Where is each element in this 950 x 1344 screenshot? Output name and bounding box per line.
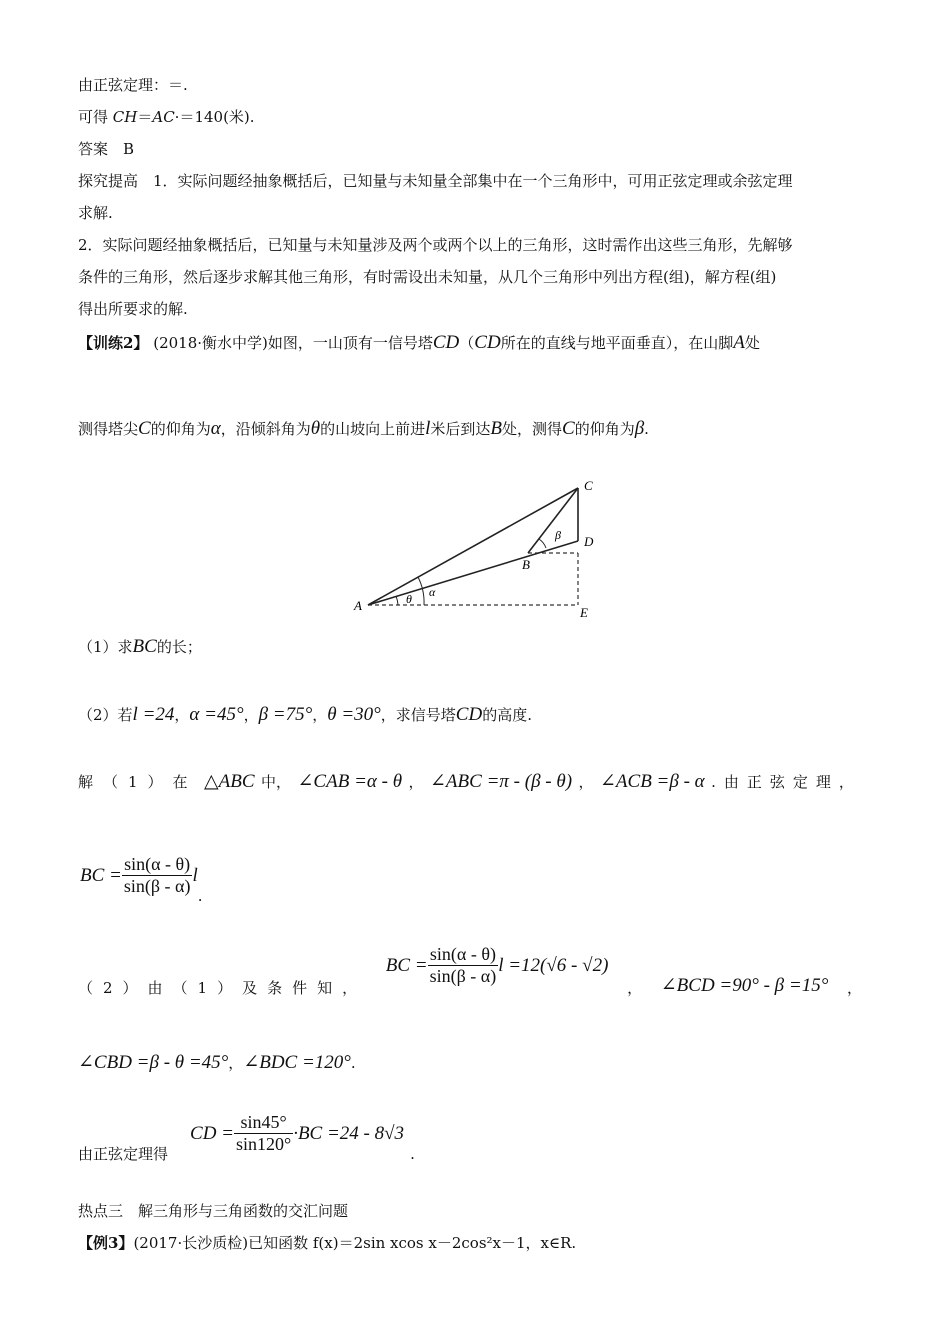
question-1: （1）求BC的长； [78,636,202,657]
text-line: 条件的三角形，然后逐步求解其他三角形，有时需设出未知量，从几个三角形中列出方程(组)，解方程(组) [78,268,777,286]
solution-4: 由正弦定理得 CD = $\frac{\sin 45^\circ}{\sin 120^\circ}$ ·BC =24 - 8√3 . [78,1112,415,1163]
var: CD [474,332,501,353]
text-line: 求解. [78,204,113,222]
text: 处 [744,334,760,352]
text: 所在的直线与地平面垂直），在山脚 [500,334,734,352]
angle-alpha-arc [418,577,424,605]
var: CD [432,332,460,353]
var: A [733,332,745,353]
label-beta: β [555,528,561,542]
text: （ [459,334,475,352]
var: CH [112,108,138,126]
label-C: C [584,478,593,493]
text-line: 由正弦定理：＝. [78,76,188,94]
geometry-figure [350,476,600,618]
fraction: $\frac{\sin(\alpha - \theta)}{\sin(\beta - \alpha)}$ [123,854,191,896]
question-2: （2）若l =24，α =45°，β =75°，θ =30°，求信号塔CD的高度. [78,704,532,725]
text-line: 2．实际问题经抽象概括后，已知量与未知量涉及两个或两个以上的三角形，这时需作出这些三角形，先解够 [78,236,793,254]
text: ＝ [137,108,153,126]
label-B: B [522,557,530,572]
label-A: A [354,598,362,613]
section-heading: 热点三 解三角形与三角函数的交汇问题 [78,1202,349,1220]
text: (2018·衡水中学)如图，一山顶有一信号塔 [153,334,433,352]
solution-1: 解（1）在 △ABC 中， ∠CAB =α - θ ， ∠ABC =π - (β - θ) ， ∠ACB =β - α .由正弦定理， [78,771,862,792]
label-theta: θ [406,592,412,606]
solution-2: （2）由（1）及条件知， BC = $\frac{\sin(\alpha - \theta)}{\sin(\beta - \alpha)}$ l =12(√6 - √2) ， ∠BCD =90° - β =15° ， [78,944,862,997]
text: ·＝140(米). [174,108,255,126]
formula-BC: BC = $\frac{\sin(\alpha - \theta)}{\sin(\beta - \alpha)}$ l . [80,854,203,905]
line-AD [368,541,578,605]
label: 【训练2】 [78,334,149,352]
text: 可得 [78,108,113,126]
text-line: 测得塔尖C的仰角为α，沿倾斜角为θ的山坡向上前进l米后到达B处，测得C的仰角为β. [78,418,649,439]
text-line: 得出所要求的解. [78,300,188,318]
solution-3: ∠CBD =β - θ =45°，∠BDC =120°. [78,1052,356,1073]
example-3: 【例3】(2017·长沙质检)已知函数 f(x)＝2sin xcos x－2cos²x－1，x∈R. [78,1234,577,1252]
label-E: E [580,605,588,618]
angle-beta-arc [539,539,546,548]
text-line [78,106,255,128]
text-line: 探究提高 1．实际问题经抽象概括后，已知量与未知量全部集中在一个三角形中，可用正弦定理或余弦定理 [78,172,793,190]
answer-line: 答案 B [78,140,135,158]
label-alpha: α [429,585,436,599]
label-D: D [584,534,594,549]
formula-BC-value: BC = $\frac{\sin(\alpha - \theta)}{\sin(\beta - \alpha)}$ l =12(√6 - √2) [385,944,609,986]
exercise-2-line [78,332,760,354]
line-AC [368,488,578,605]
var: AC [152,108,175,126]
angle-theta-arc [396,596,398,605]
